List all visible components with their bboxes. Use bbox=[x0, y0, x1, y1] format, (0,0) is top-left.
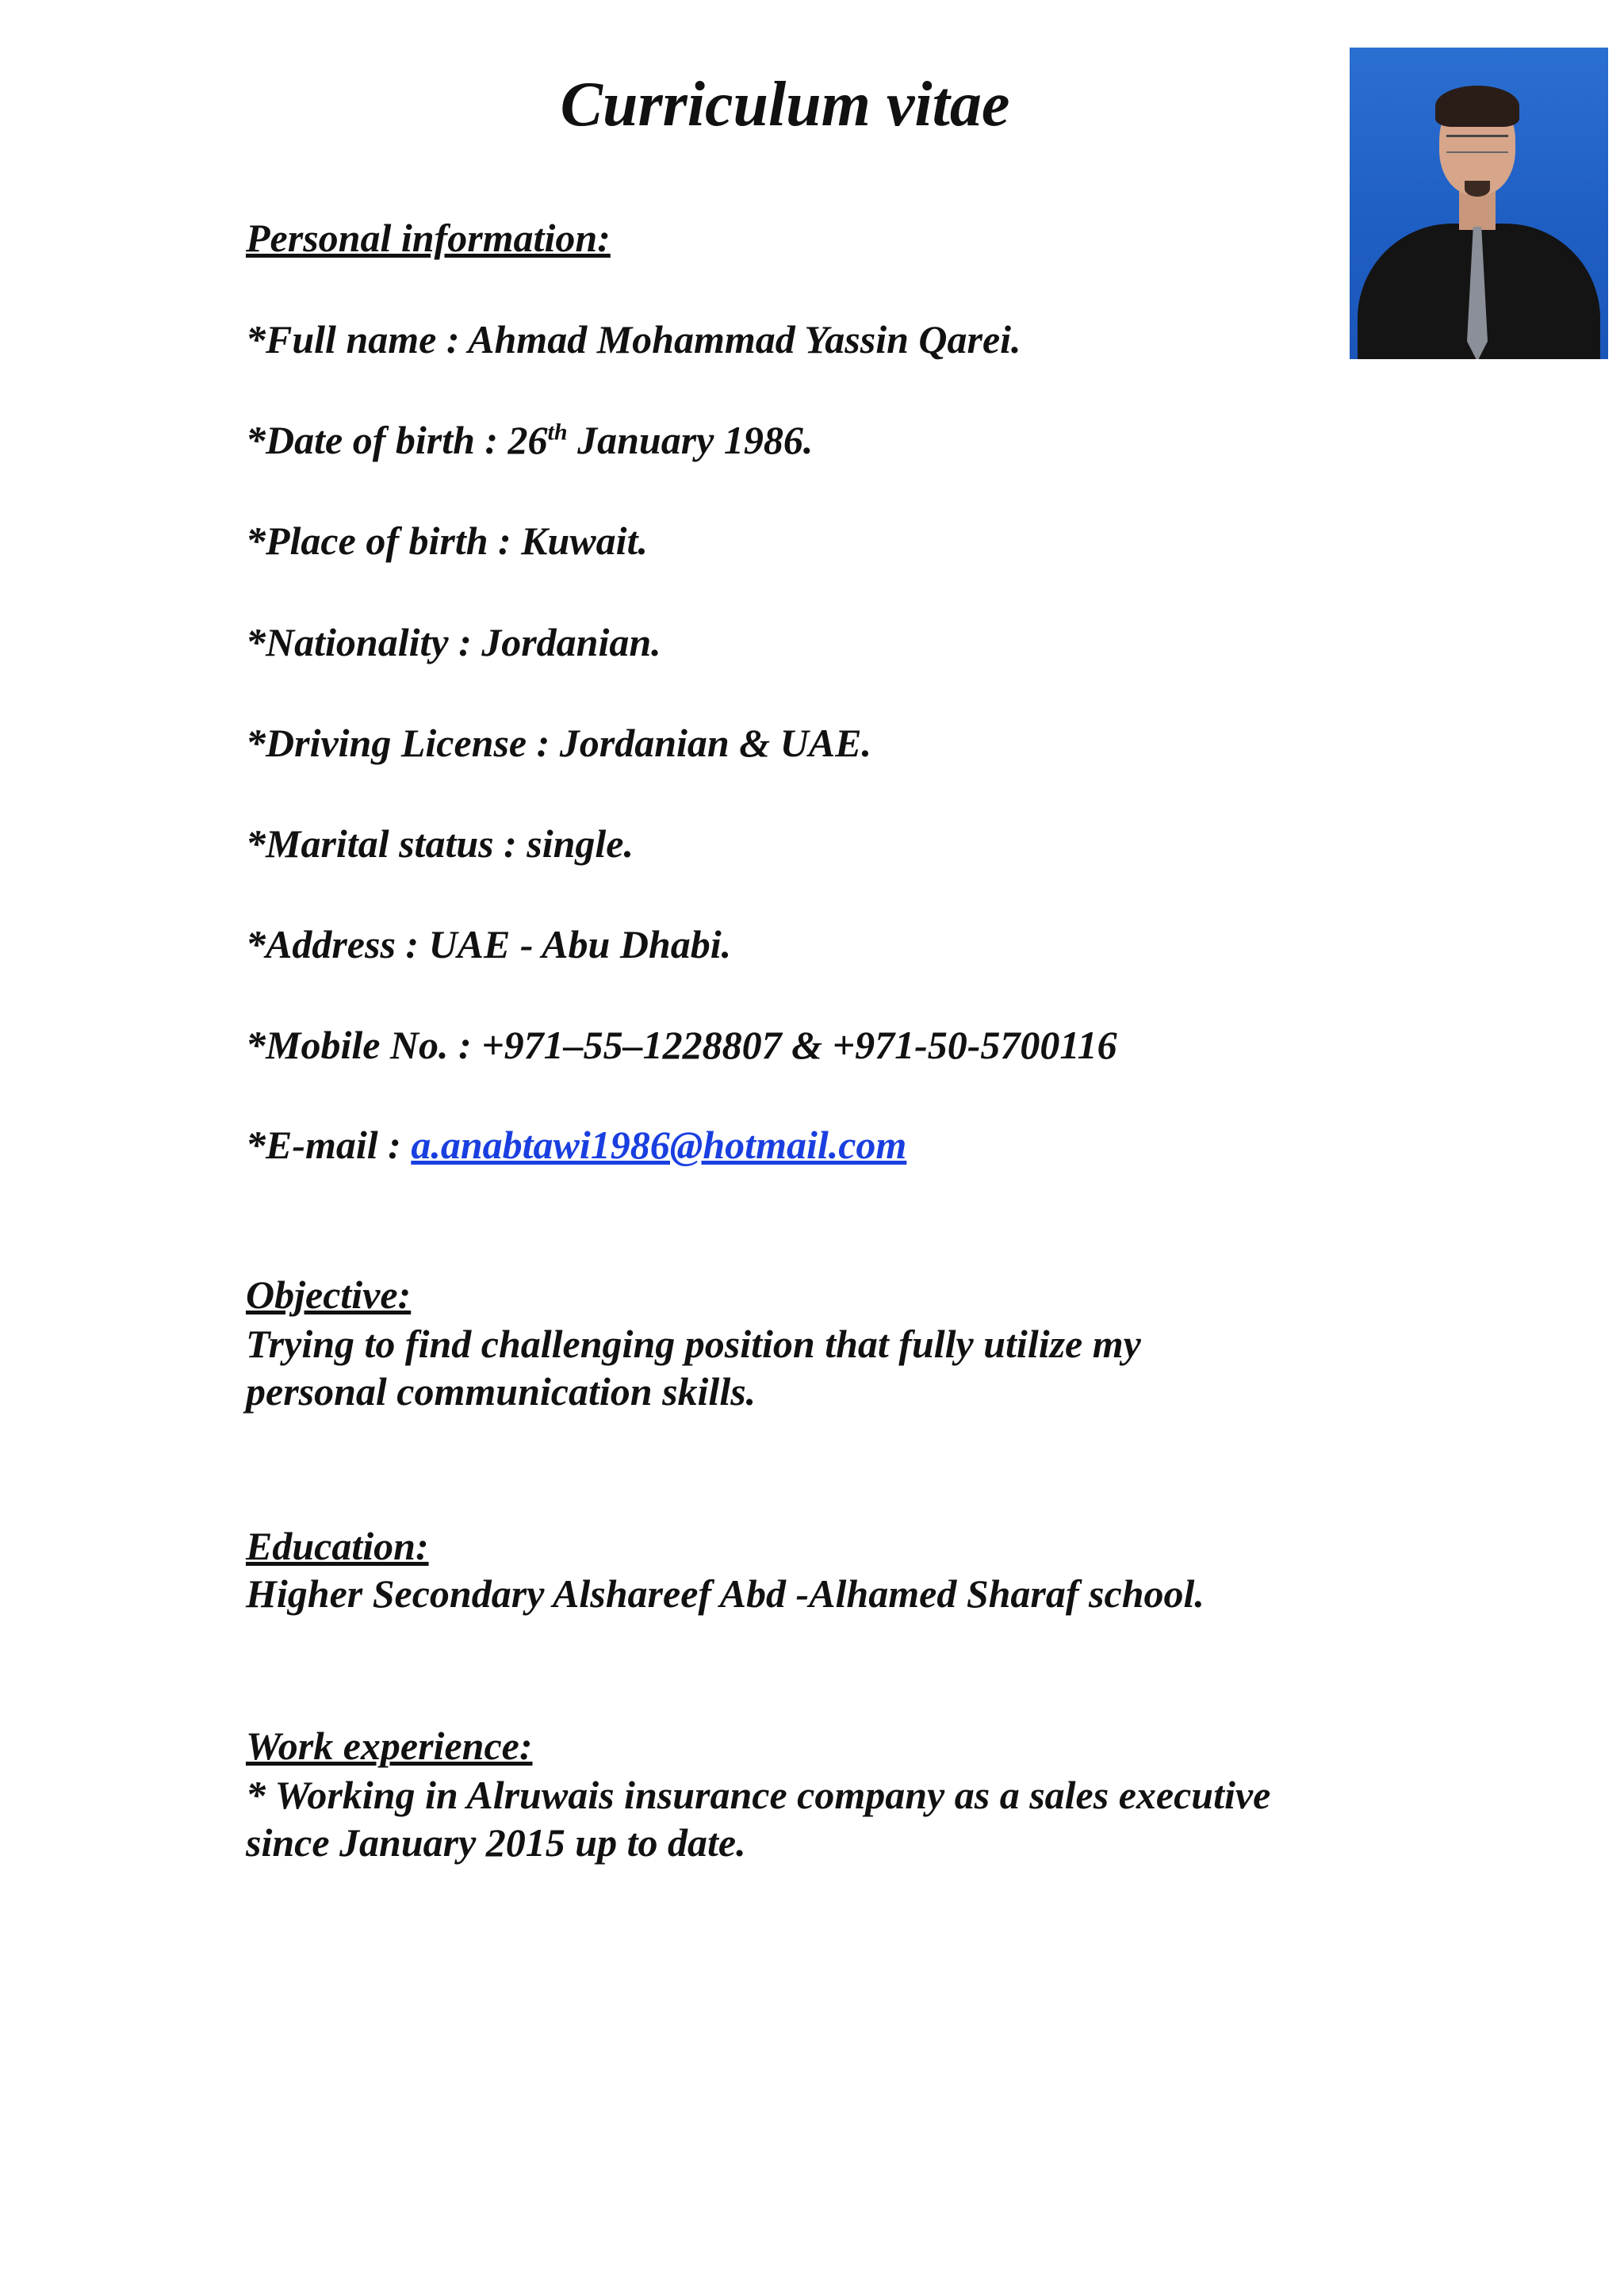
full-name-line bbox=[246, 316, 1021, 363]
photo-hair bbox=[1435, 86, 1519, 127]
driving-license-line: *Driving License : Jordanian & UAE. bbox=[246, 721, 871, 765]
mobile-line: *Mobile No. : +971–55–1228807 & +971-50-5700116 bbox=[246, 1023, 1117, 1067]
objective-heading: Objective: bbox=[246, 1272, 412, 1317]
work-line-2: since January 2015 up to date. bbox=[246, 1820, 746, 1865]
work-experience-heading: Work experience: bbox=[246, 1724, 533, 1768]
objective-line-2: personal communication skills. bbox=[246, 1369, 756, 1414]
address-line: *Address : UAE - Abu Dhabi. bbox=[246, 922, 732, 966]
education-line-1: Higher Secondary Alshareef Abd -Alhamed Sharaf school. bbox=[246, 1571, 1205, 1616]
full-name-value: Ahmad Mohammad Yassin Qarei. bbox=[468, 317, 1021, 362]
place-of-birth-line: *Place of birth : Kuwait. bbox=[246, 519, 648, 563]
education-heading: Education: bbox=[246, 1524, 429, 1568]
email-label: *E-mail : bbox=[246, 1123, 412, 1167]
dob-rest: January 1986. bbox=[567, 418, 814, 462]
email-link[interactable]: a.anabtawi1986@hotmail.com bbox=[411, 1123, 907, 1167]
dob-suffix: th bbox=[547, 419, 568, 446]
nationality-line: *Nationality : Jordanian. bbox=[246, 620, 661, 664]
marital-status-line: *Marital status : single. bbox=[246, 821, 634, 866]
dob-line bbox=[246, 416, 813, 464]
photo-glasses bbox=[1446, 135, 1508, 153]
profile-photo bbox=[1350, 48, 1608, 359]
personal-info-heading: Personal information: bbox=[246, 216, 611, 260]
email-line bbox=[246, 1121, 906, 1169]
work-line-1: * Working in Alruwais insurance company as a sales executive bbox=[246, 1773, 1271, 1817]
objective-line-1: Trying to find challenging position that fully utilize my bbox=[246, 1322, 1141, 1366]
photo-beard bbox=[1465, 181, 1490, 197]
document-title: Curriculum vitae bbox=[560, 70, 1010, 140]
dob-day: 26 bbox=[508, 418, 548, 462]
full-name-label: *Full name : bbox=[246, 317, 469, 362]
dob-label: *Date of birth : bbox=[246, 418, 508, 462]
